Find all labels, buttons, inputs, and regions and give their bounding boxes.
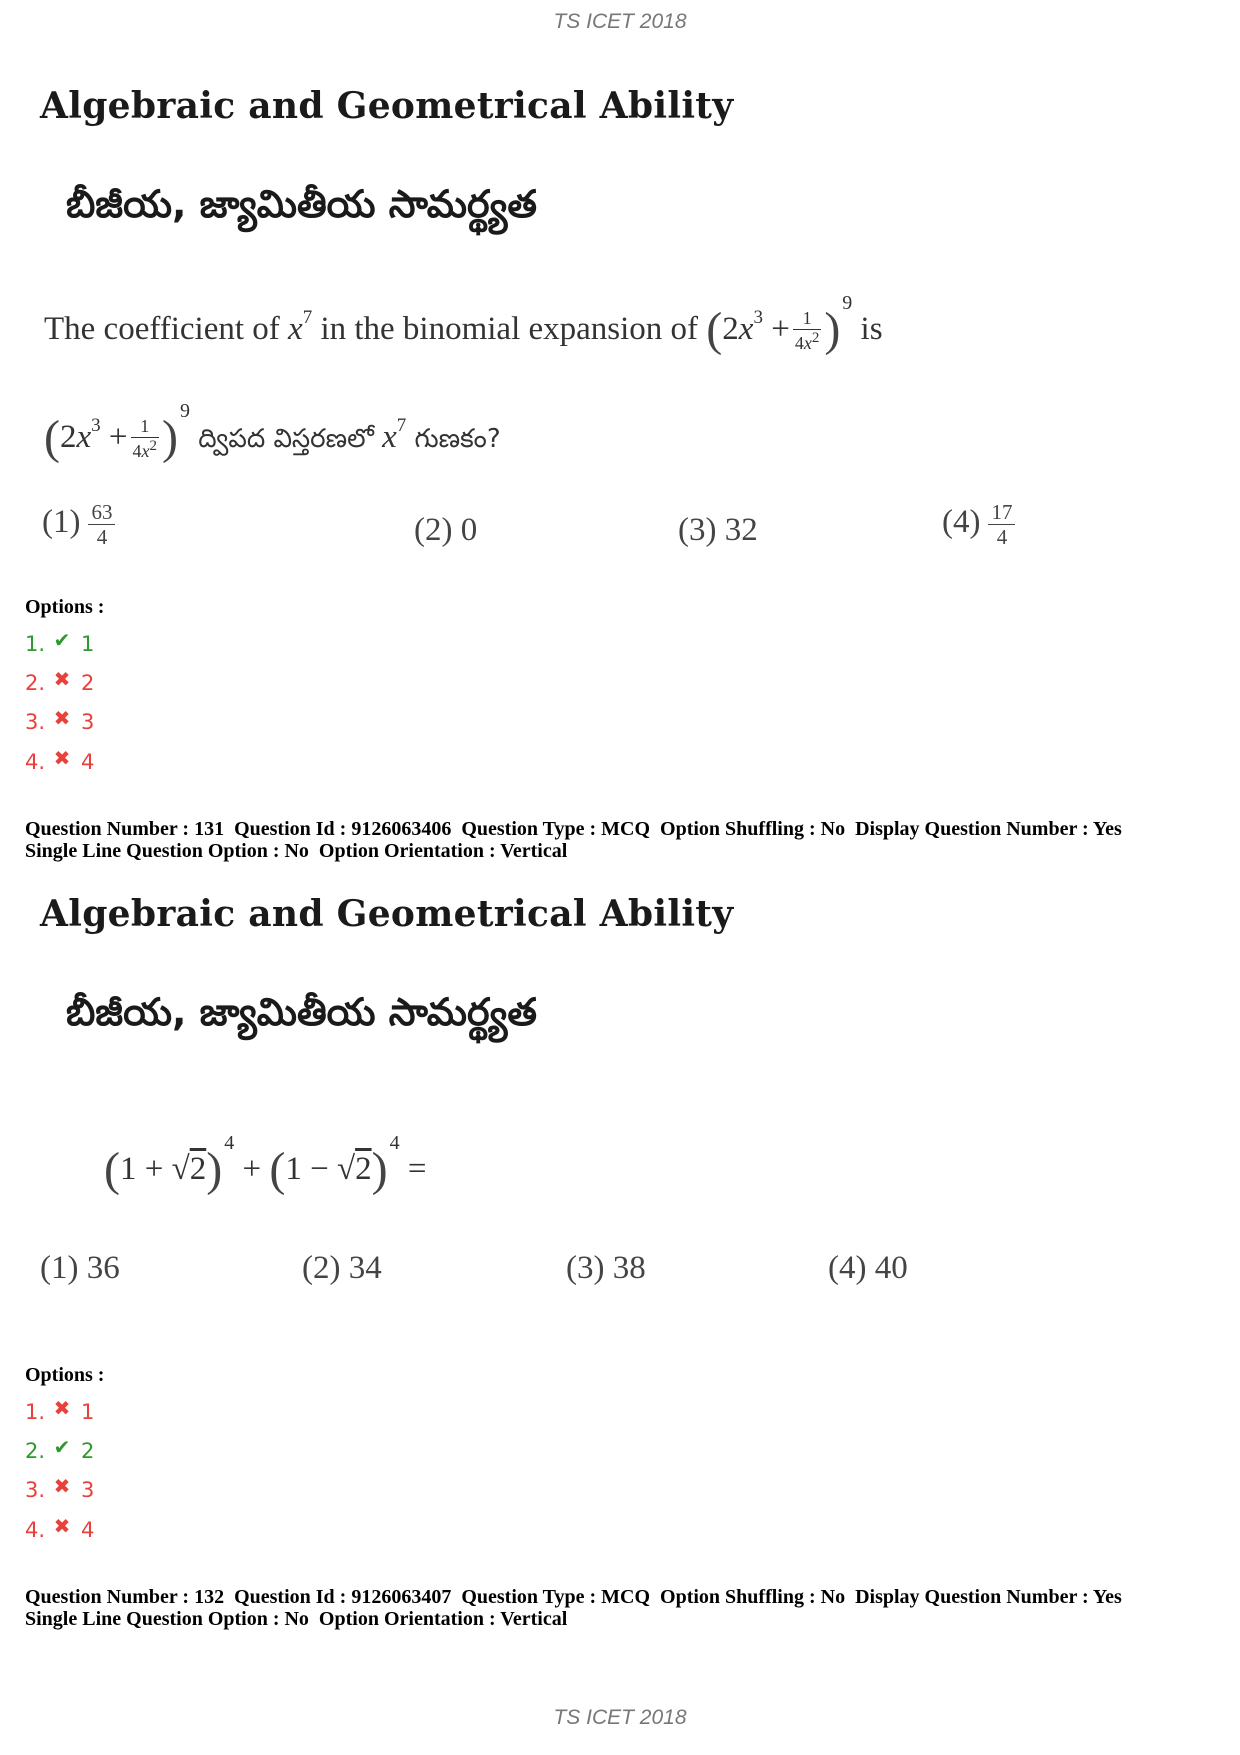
- binomial-expression: ($2x^3$ + $\frac{1}{4x^2}$ ) $^9$: [44, 400, 190, 464]
- option-4: 4. ✖ 4: [25, 1514, 95, 1542]
- option-1: 1. ✔ 1: [25, 628, 95, 656]
- cross-icon: ✖: [53, 667, 71, 691]
- check-icon: ✔: [53, 1435, 71, 1459]
- cross-icon: ✖: [53, 706, 71, 730]
- options-title: Options :: [25, 1364, 105, 1386]
- question-meta: Question Number : 131 Question Id : 9126063406 Question Type : MCQ Option Shuffling : No Display Question Number : Yes Single Line Question Option : No Option Orientation : Vertical: [25, 818, 1122, 862]
- choice-3: (3) 32: [678, 512, 758, 548]
- question-text-telugu: ($2x^3$ + $\frac{1}{4x^2}$ ) $^9$ ద్విపద విస్తరణలో $x^7$ గుణకం?: [44, 400, 501, 464]
- question-te-suffix: ద్విపద విస్తరణలో: [198, 424, 374, 454]
- question-expression: (1 + √2) $^4$ + (1 − √2) $^4$ =: [104, 1132, 427, 1196]
- question-te-end: గుణకం?: [414, 424, 501, 454]
- fraction: $\frac{1}{4x^2}$: [794, 308, 820, 353]
- subject-heading: Algebraic and Geometrical Ability: [40, 893, 734, 935]
- option-3: 3. ✖ 3: [25, 706, 95, 734]
- cross-icon: ✖: [53, 1474, 71, 1498]
- choice-2: (2) 34: [302, 1250, 382, 1286]
- choice-4: (4) 40: [828, 1250, 908, 1286]
- question-te-var: x: [382, 419, 397, 455]
- cross-icon: ✖: [53, 746, 71, 770]
- choice-fraction: $\frac{17}{4}$: [988, 500, 1015, 549]
- choice-4: (4) $\frac{17}{4}$: [942, 500, 1015, 549]
- subject-heading-telugu: బీజీయ, జ్యామితీయ సామర్థ్యత: [66, 990, 537, 1034]
- check-icon: ✔: [53, 628, 71, 652]
- binomial-expression: ($2x^3$ + $\frac{1}{4x^2}$ ) $^9$: [706, 292, 853, 356]
- question-meta: Question Number : 132 Question Id : 9126063407 Question Type : MCQ Option Shuffling : No Display Question Number : Yes Single Line Question Option : No Option Orientation : Vertical: [25, 1586, 1122, 1630]
- fraction: $\frac{1}{4x^2}$: [132, 416, 158, 461]
- cross-icon: ✖: [53, 1396, 71, 1420]
- question-mid: in the binomial expansion of: [320, 311, 699, 347]
- choice-fraction: $\frac{63}{4}$: [88, 500, 115, 549]
- options-title: Options :: [25, 596, 105, 618]
- choice-1: (1) 36: [40, 1250, 120, 1286]
- running-footer: TS ICET 2018: [553, 1706, 687, 1729]
- subject-heading: Algebraic and Geometrical Ability: [40, 85, 734, 127]
- question-var-exponent: 7: [302, 307, 313, 328]
- question-prefix: The coefficient of: [44, 311, 280, 347]
- option-1: 1. ✖ 1: [25, 1396, 95, 1424]
- choice-2: (2) 0: [414, 512, 478, 548]
- option-2: 2. ✔ 2: [25, 1435, 95, 1463]
- question-text-english: [44, 292, 883, 357]
- choice-1: (1) $\frac{63}{4}$: [42, 500, 115, 549]
- option-2: 2. ✖ 2: [25, 667, 95, 695]
- option-4: 4. ✖ 4: [25, 746, 95, 774]
- subject-heading-telugu: బీజీయ, జ్యామితీయ సామర్థ్యత: [66, 182, 537, 226]
- question-var: x: [288, 311, 303, 347]
- running-header: TS ICET 2018: [553, 10, 687, 33]
- choice-3: (3) 38: [566, 1250, 646, 1286]
- cross-icon: ✖: [53, 1514, 71, 1538]
- question-suffix: is: [860, 311, 883, 347]
- option-3: 3. ✖ 3: [25, 1474, 95, 1502]
